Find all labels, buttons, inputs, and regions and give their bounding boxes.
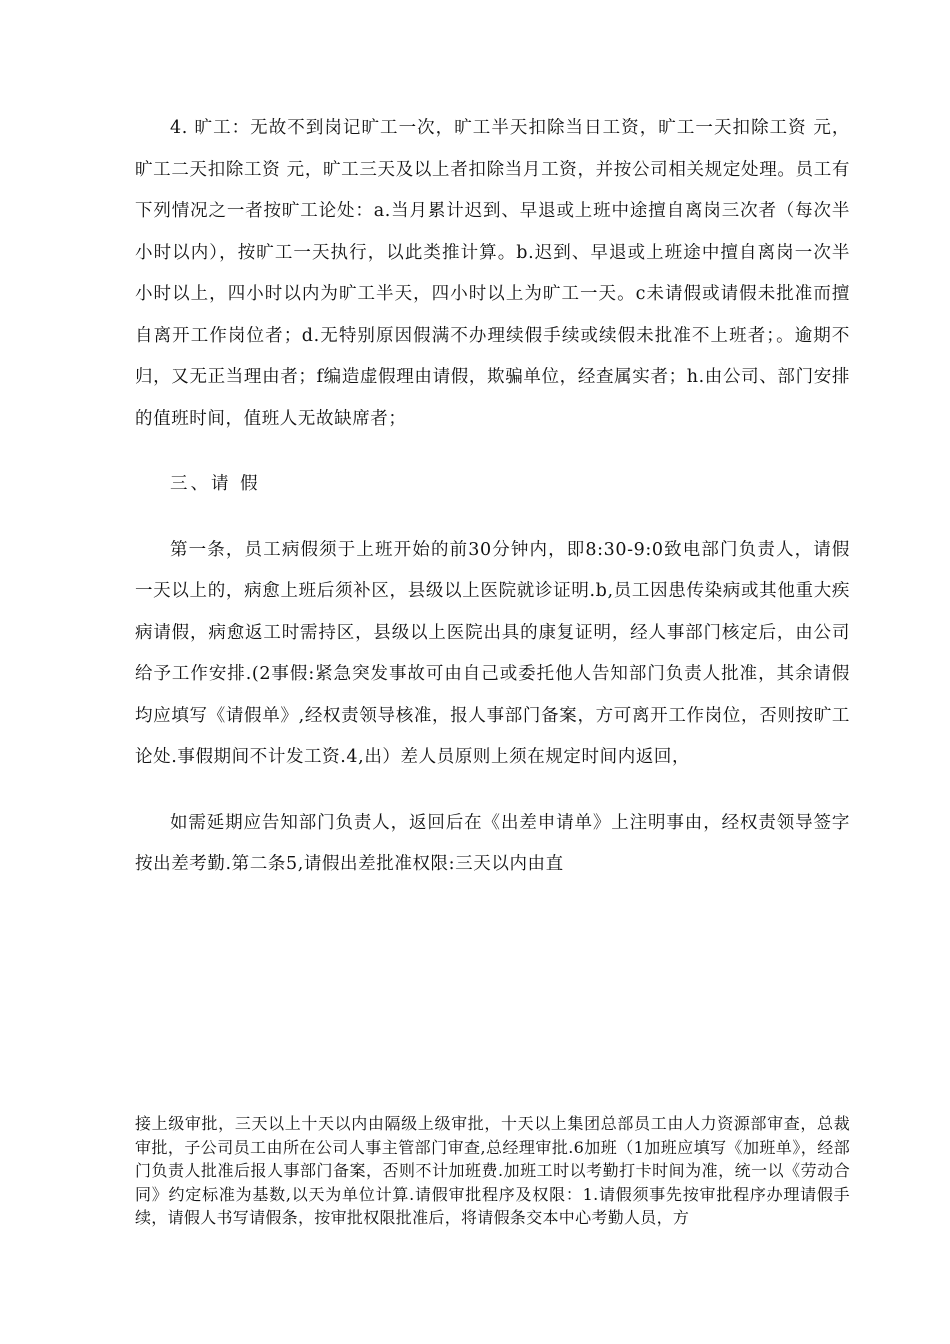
continuation-text-section <box>135 1112 850 1230</box>
paragraph-approval: 接上级审批，三天以上十天以内由隔级上级审批，十天以上集团总部员工由人力资源部审查，总裁审批，子公司员工由所在公司人事主管部门审查,总经理审批.6加班（1加班应填写《加班单》，经部门负责人批准后报人事部门备案，否则不计加班费.加班工时以考勤打卡时间为准，统一以《劳动合同》约定标准为基数,以天为单位计算.请假审批程序及权限：1.请假须事先按审批程序办理请假手续，请假人书写请假条，按审批权限批准后，将请假条交本中心考勤人员，方 <box>135 1114 850 1227</box>
paragraph-absenteeism: 4. 旷工：无故不到岗记旷工一次，旷工半天扣除当日工资，旷工一天扣除工资 元，旷工二天扣除工资 元，旷工三天及以上者扣除当月工资，并按公司相关规定处理。员工有下列情况之一者按旷工论处：a.当月累计迟到、早退或上班中途擅自离岗三次者（每次半小时以内），按旷工一天执行，以此类推计算。b.迟到、早退或上班途中擅自离岗一次半小时以上，四小时以内为旷工半天，四小时以上为旷工一天。c未请假或请假未批准而擅自离开工作岗位者；d.无特别原因假满不办理续假手续或续假未批准不上班者；。逾期不归，又无正当理由者；f编造虚假理由请假，欺骗单位，经查属实者；h.由公司、部门安排的值班时间，值班人无故缺席者； <box>135 118 850 429</box>
section-heading-leave: 三、请 假 <box>170 474 261 494</box>
paragraph-extension: 如需延期应告知部门负责人，返回后在《出差申请单》上注明事由，经权责领导签字按出差考勤.第二条5,请假出差批准权限:三天以内由直 <box>135 812 850 874</box>
paragraph-sick-leave: 第一条，员工病假须于上班开始的前30分钟内，即8:30-9:0致电部门负责人，请假一天以上的，病愈上班后须补区，县级以上医院就诊证明.b,员工因患传染病或其他重大疾病请假，病愈返工时需持区，县级以上医院出具的康复证明，经人事部门核定后，由公司给予工作安排.(2事假:紧急突发事故可由自己或委托他人告知部门负责人批准，其余请假均应填写《请假单》,经权责领导核准，报人事部门备案，方可离开工作岗位，否则按旷工论处.事假期间不计发工资.4,出）差人员原则上须在规定时间内返回， <box>135 539 850 767</box>
main-text-section <box>135 108 850 886</box>
